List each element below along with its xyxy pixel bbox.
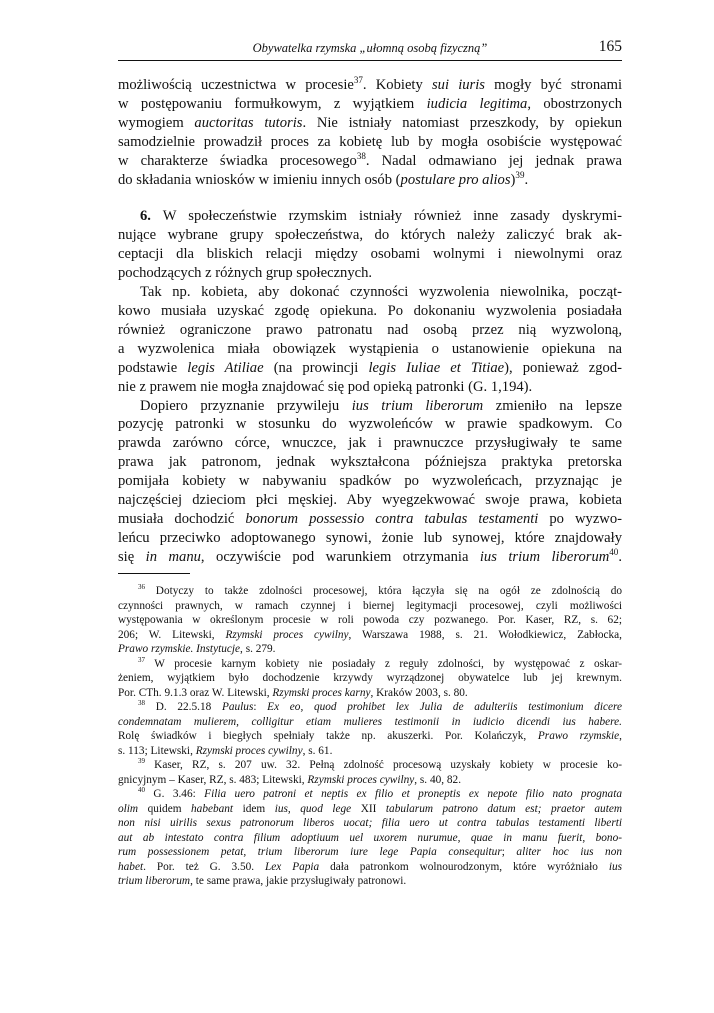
text-run: . Por. też G. 3.50.: [143, 860, 265, 873]
footnote-ref: 36: [138, 583, 145, 592]
text-line: [118, 472, 622, 491]
text-run: , oczywiście pod warunkiem otrzymania: [200, 548, 480, 565]
text-run: ): [510, 171, 516, 188]
paragraph: [118, 397, 622, 567]
italic-text: ius trium liberorum: [479, 548, 610, 565]
text-run: w charakterze świadka procesowego: [118, 152, 357, 169]
text-run: , Warszawa 1988, s. 21. Wołodkiewicz, Zabłocka,: [348, 628, 622, 641]
italic-text: ius trium liberorum: [351, 397, 484, 414]
running-header: [118, 38, 622, 61]
italic-text: Filia uero patroni et neptis ex filio et proneptis ex nepote filio nato prognata: [204, 788, 622, 800]
italic-text: ius, quod lege: [274, 802, 352, 815]
text-line: [118, 95, 622, 114]
text-run: pomijała kobiety w nabywaniu spadków po wyzwoleńcach, przyznając je: [118, 473, 622, 490]
italic-text: habebant: [191, 802, 234, 815]
italic-text: Rzymski proces cywilny: [225, 628, 349, 641]
text-run: podstawie: [118, 359, 188, 376]
footnotes: [118, 584, 622, 889]
text-run: idem: [233, 802, 275, 815]
text-line: [118, 340, 622, 359]
footnote-39: [118, 758, 622, 787]
footnote-ref: 37: [138, 655, 145, 664]
text-line: [118, 133, 622, 152]
text-line: [118, 729, 622, 744]
text-line: [118, 415, 622, 434]
italic-text: Rzymski proces karny: [272, 686, 371, 699]
text-line: [118, 264, 622, 283]
text-line: [118, 171, 622, 190]
text-run: . Nie istniały natomiast przeszkody, by opiekun: [302, 114, 622, 131]
text-line: [118, 657, 622, 672]
text-line: [118, 397, 622, 416]
italic-text: iudicia legitima: [426, 95, 528, 112]
text-line: [118, 302, 622, 321]
text-line: [118, 686, 622, 701]
paragraph: [118, 283, 622, 396]
text-line: [118, 584, 622, 599]
text-line: [118, 207, 622, 226]
text-run: (na prowincji: [263, 359, 369, 376]
text-run: Tak np. kobieta, aby dokonać czynności wyzwolenia niewolnika, począt-: [140, 284, 622, 301]
text-run: XII: [351, 802, 386, 815]
text-run: po wyzwo-: [538, 510, 622, 527]
footnote-38: [118, 700, 622, 758]
text-run: najczęściej dzieciom płci męskiej. Aby wyegzekwować swoje prawa, kobieta: [118, 492, 622, 509]
text-line: [118, 599, 622, 614]
running-title: Obywatelka rzymska „ułomną osobą fizyczną”: [252, 41, 488, 55]
text-line: [118, 860, 622, 875]
text-run: ;: [501, 846, 517, 858]
text-run: kowo musiała uzyskać zgodę opiekuna. Po dokonaniu wyzwolenia posiadała: [118, 302, 622, 319]
text-line: [118, 378, 622, 397]
italic-text: auctoritas tutoris: [194, 114, 303, 131]
footnote-ref: 40: [138, 786, 145, 795]
text-line: [118, 802, 622, 817]
italic-text: Prawo rzymskie: [537, 730, 620, 742]
text-run: . Nadal odmawiano jej jednak prawa: [365, 152, 622, 169]
italic-text: in manu: [145, 548, 201, 565]
main-text: [118, 76, 622, 567]
italic-text: non nisi uirilis sexus patronorum liberos uocat; filia uero ut contra tabulas testamenti liberti: [118, 817, 622, 829]
text-run: w postępowaniu formułkowym, z wyjątkiem: [118, 95, 427, 112]
italic-text: trium liberorum: [118, 875, 191, 887]
text-run: pozycję patronki w stosunku do wyzwoleńców w prawie spadkowym. Co: [118, 416, 622, 433]
text-line: [118, 359, 622, 378]
text-run: występowania w określonym procesie w roli powoda czy pozwanego. Por. Kaser, RZ, s. 62;: [118, 614, 622, 626]
text-line: [118, 628, 622, 643]
text-run: musiała dochodzić: [118, 510, 246, 527]
italic-text: olim: [118, 802, 139, 815]
text-run: Dotyczy to także zdolności procesowej, która łączyła się na ogół ze zdolnością do: [145, 585, 622, 597]
footnote-ref: 38: [356, 150, 366, 161]
text-run: również ograniczone prawo patronatu nad osobą przez nią wyzwoloną,: [118, 321, 622, 338]
italic-text: aut ab intestato contra filium adoptiuum uel uxorem nurumue, quae in manu fuerit, bono-: [118, 831, 622, 844]
text-line: [118, 874, 622, 889]
text-run: Por. CTh. 9.1.3 oraz W. Litewski,: [118, 686, 273, 699]
text-run: nie z prawem nie mogła znajdować się pod opieką patronki (G. 1,194).: [118, 378, 533, 395]
text-run: W społeczeństwie rzymskim istniały również inne zasady dyskrymi-: [150, 208, 622, 225]
footnote-40: [118, 787, 622, 889]
text-run: żeniem, wyjątkiem było dochodzenie krzywdy wyrządzonej obywatelce lub jej krewnym.: [118, 672, 622, 684]
italic-text: bonorum possessio contra tabulas testamenti: [245, 510, 539, 527]
text-run: gnicyjnym – Kaser, RZ, s. 483; Litewski,: [118, 773, 308, 786]
footnote-36: [118, 584, 622, 657]
text-line: [118, 491, 622, 510]
italic-text: legis Atiliae: [187, 359, 264, 376]
text-line: [118, 152, 622, 171]
text-run: Dopiero przyznanie przywileju: [140, 397, 352, 414]
italic-text: Rzymski proces cywilny: [307, 773, 415, 786]
text-run: , s. 279.: [240, 643, 276, 655]
italic-text: postulare pro alios: [400, 171, 511, 188]
text-run: prawa jak patronom, jednak wykształcona późniejsza praktyka pretorska: [118, 454, 622, 471]
text-line: [118, 548, 622, 567]
text-run: , s. 61.: [302, 744, 333, 757]
text-line: [118, 700, 622, 715]
text-line: [118, 434, 622, 453]
text-line: [118, 816, 622, 831]
text-run: wymogiem: [118, 114, 195, 131]
text-run: mogły być stronami: [484, 77, 623, 93]
italic-text: aliter hoc ius non: [516, 846, 622, 858]
text-run: s. 113; Litewski,: [118, 744, 196, 757]
text-run: możliwością uczestnictwa w procesie: [118, 77, 354, 93]
italic-text: habet: [118, 860, 144, 873]
text-line: [118, 226, 622, 245]
text-run: leńcu przeciwko adoptowanego synowi, żonie lub synowej, które znajdowały: [118, 529, 622, 546]
text-run: ceptacji dla bliskich relacji między osobami wolnymi i niewolnymi oraz: [118, 246, 622, 263]
text-run: , Kraków 2003, s. 80.: [370, 686, 468, 699]
italic-text: Rzymski proces cywilny: [195, 744, 303, 757]
text-run: prawda zarówno córce, wnuczce, jak i prawnuczce przysługiwały te same: [118, 435, 622, 452]
italic-text: Ex eo, quod prohibet lex Julia de adulteriis testimonium dicere: [267, 701, 622, 713]
text-line: [118, 744, 622, 759]
text-run: 206; W. Litewski,: [118, 628, 226, 641]
text-run: do składania wniosków w imieniu innych osób (: [118, 171, 401, 188]
italic-text: tabularum patrono datum est; praetor autem: [385, 802, 623, 815]
italic-text: Lex Papia: [265, 860, 320, 873]
italic-text: legis Iuliae et Titiae: [368, 359, 505, 376]
text-line: [118, 787, 622, 802]
page-number: 165: [598, 38, 622, 55]
text-run: D. 22.5.18: [145, 701, 222, 713]
text-line: [118, 245, 622, 264]
text-line: [118, 845, 622, 860]
text-run: a wyzwolenica miała obowiązek wystąpienia o ustanowienie opiekuna na: [118, 340, 622, 357]
text-run: , s. 40, 82.: [414, 773, 462, 786]
text-line: [118, 642, 622, 657]
text-run: . Kobiety: [362, 77, 432, 93]
text-line: [118, 529, 622, 548]
text-line: [118, 773, 622, 788]
text-run: G. 3.46:: [145, 788, 205, 800]
text-run: dała patronkom wolnourodzonym, które wyróżniało: [319, 860, 609, 873]
footnote-ref: 38: [138, 699, 145, 708]
text-run: quidem: [138, 802, 192, 815]
text-run: pochodzących z różnych grup społecznych.: [118, 265, 373, 282]
italic-text: Prawo rzymskie. Instytucje: [118, 643, 241, 655]
text-run: .: [524, 171, 529, 188]
footnote-37: [118, 657, 622, 701]
text-run: Kaser, RZ, s. 207 uw. 32. Pełną zdolność procesową uzyskały kobiety w procesie ko-: [145, 759, 622, 771]
italic-text: condemnatam mulierem, colligitur etiam mulieres testimonii in iudicio dicendi ius habere.: [118, 715, 622, 728]
text-line: [118, 453, 622, 472]
text-run: ,: [619, 730, 622, 742]
paragraph: [118, 207, 622, 283]
footnote-separator: [118, 573, 190, 574]
text-line: [118, 283, 622, 302]
text-run: nujące wybrane grupy społeczeństwa, do których należy zaliczyć brak ak-: [118, 227, 622, 244]
text-line: [118, 510, 622, 529]
text-line: [118, 671, 622, 686]
paragraph: [118, 76, 622, 189]
bold-text: 6.: [140, 208, 151, 225]
text-line: [118, 831, 622, 846]
text-line: [118, 321, 622, 340]
text-run: W procesie karnym kobiety nie posiadały z reguły zdolności, by występować z oskar-: [145, 657, 622, 670]
text-run: ), ponieważ zgod-: [504, 359, 623, 376]
text-line: [118, 114, 622, 133]
italic-text: ius: [608, 860, 622, 873]
text-run: .: [618, 548, 622, 565]
text-line: [118, 715, 622, 730]
footnote-ref: 39: [138, 757, 145, 766]
text-run: :: [253, 701, 268, 713]
text-run: Rolę świadków i biegłych spełniały także np. akuszerki. Por. Kolańczyk,: [118, 730, 538, 742]
footnote-ref: 39: [515, 169, 525, 180]
footnote-ref: 37: [353, 75, 363, 86]
text-line: [118, 76, 622, 95]
italic-text: sui iuris: [431, 77, 485, 93]
text-run: czynności prawnych, w ramach czynnej i biernej legitymacji procesowej, czyli możliwości: [118, 599, 622, 612]
text-run: , obostrzonych: [527, 95, 622, 112]
text-run: się: [118, 548, 146, 565]
text-run: , te same prawa, jakie przysługiwały patronowi.: [190, 875, 407, 887]
italic-text: Paulus: [221, 701, 254, 713]
italic-text: rum possessionem petat, trium liberorum iure lege Papia consequitur: [118, 846, 502, 858]
text-run: samodzielnie prowadził proces za kobietę lub by mogła osobiście występować: [118, 133, 622, 150]
text-line: [118, 613, 622, 628]
text-run: zmieniło na lepsze: [483, 397, 623, 414]
text-line: [118, 758, 622, 773]
footnote-ref: 40: [609, 546, 619, 557]
